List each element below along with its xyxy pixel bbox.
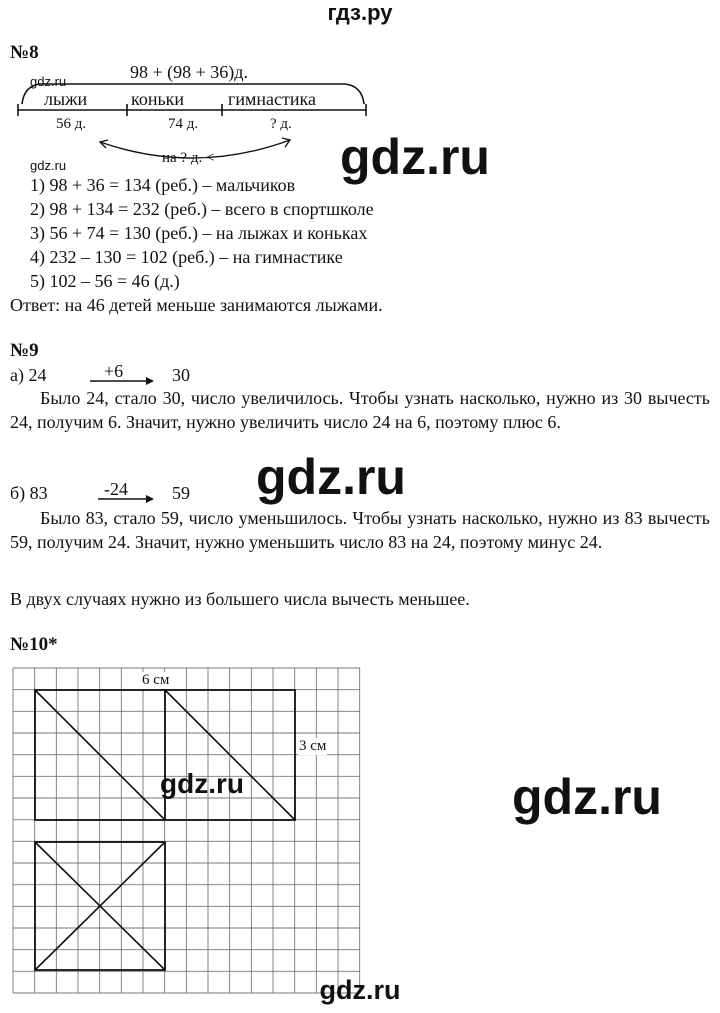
- site-header: гдз.ру: [327, 0, 393, 25]
- value-skis: 56 д.: [56, 116, 87, 132]
- grid-lines: [13, 668, 360, 993]
- task8-step-4: 4) 232 – 130 = 102 (реб.) – на гимнастике: [30, 247, 343, 267]
- task8-top-expression: 98 + (98 + 36)д.: [130, 62, 248, 82]
- task9b-result: 59: [172, 483, 190, 503]
- task9a-op: +6: [104, 361, 124, 381]
- task9b-paragraph-text: Было 83, стало 59, число уменьшилось. Чтобы узнать насколько, нужно из 83 вычесть 59, получим 24. Значит, нужно уменьшить число 83 на 24, поэтому минус 24.: [10, 508, 710, 552]
- task9-title: №9: [10, 340, 39, 361]
- width-label: 6 см: [142, 672, 170, 688]
- task8-step-1: 1) 98 + 36 = 134 (реб.) – мальчиков: [30, 175, 296, 195]
- compare-label: на ? д. <: [162, 150, 215, 166]
- value-skates: 74 д.: [168, 116, 199, 132]
- task9b-op: -24: [104, 479, 128, 499]
- task8-step-2: 2) 98 + 134 = 232 (реб.) – всего в спортшколе: [30, 199, 374, 219]
- task8-title: №8: [10, 42, 39, 63]
- watermark-small: gdz.ru: [30, 74, 67, 89]
- task8-step-3: 3) 56 + 74 = 130 (реб.) – на лыжах и коньках: [30, 223, 368, 243]
- task9-conclusion: В двух случаях нужно из большего числа вычесть меньшее.: [10, 589, 470, 609]
- segment-gymnastics: гимнастика: [228, 89, 316, 109]
- segment-skis: лыжи: [44, 89, 88, 109]
- task9a-label: а) 24: [10, 365, 47, 385]
- task9b-label: б) 83: [10, 483, 48, 503]
- task9a-result: 30: [172, 365, 190, 385]
- footer-watermark: gdz.ru: [319, 975, 401, 1005]
- task10-title: №10*: [10, 634, 58, 655]
- watermark-big: gdz.ru: [512, 769, 662, 825]
- task9a-paragraph-text: Было 24, стало 30, число увеличилось. Чтобы узнать насколько, нужно из 30 вычесть 24, получим 6. Значит, нужно увеличить число 24 на 6, поэтому плюс 6.: [10, 388, 710, 432]
- watermark-small: gdz.ru: [30, 158, 67, 173]
- height-label: 3 см: [299, 738, 327, 754]
- watermark-big: gdz.ru: [340, 129, 490, 185]
- watermark-big: gdz.ru: [256, 449, 406, 505]
- watermark-mid: gdz.ru: [160, 768, 244, 799]
- task8-step-5: 5) 102 – 56 = 46 (д.): [30, 271, 180, 291]
- value-gymnastics: ? д.: [270, 116, 292, 132]
- task8-answer: Ответ: на 46 детей меньше занимаются лыжами.: [10, 295, 383, 315]
- segment-skates: коньки: [131, 89, 185, 109]
